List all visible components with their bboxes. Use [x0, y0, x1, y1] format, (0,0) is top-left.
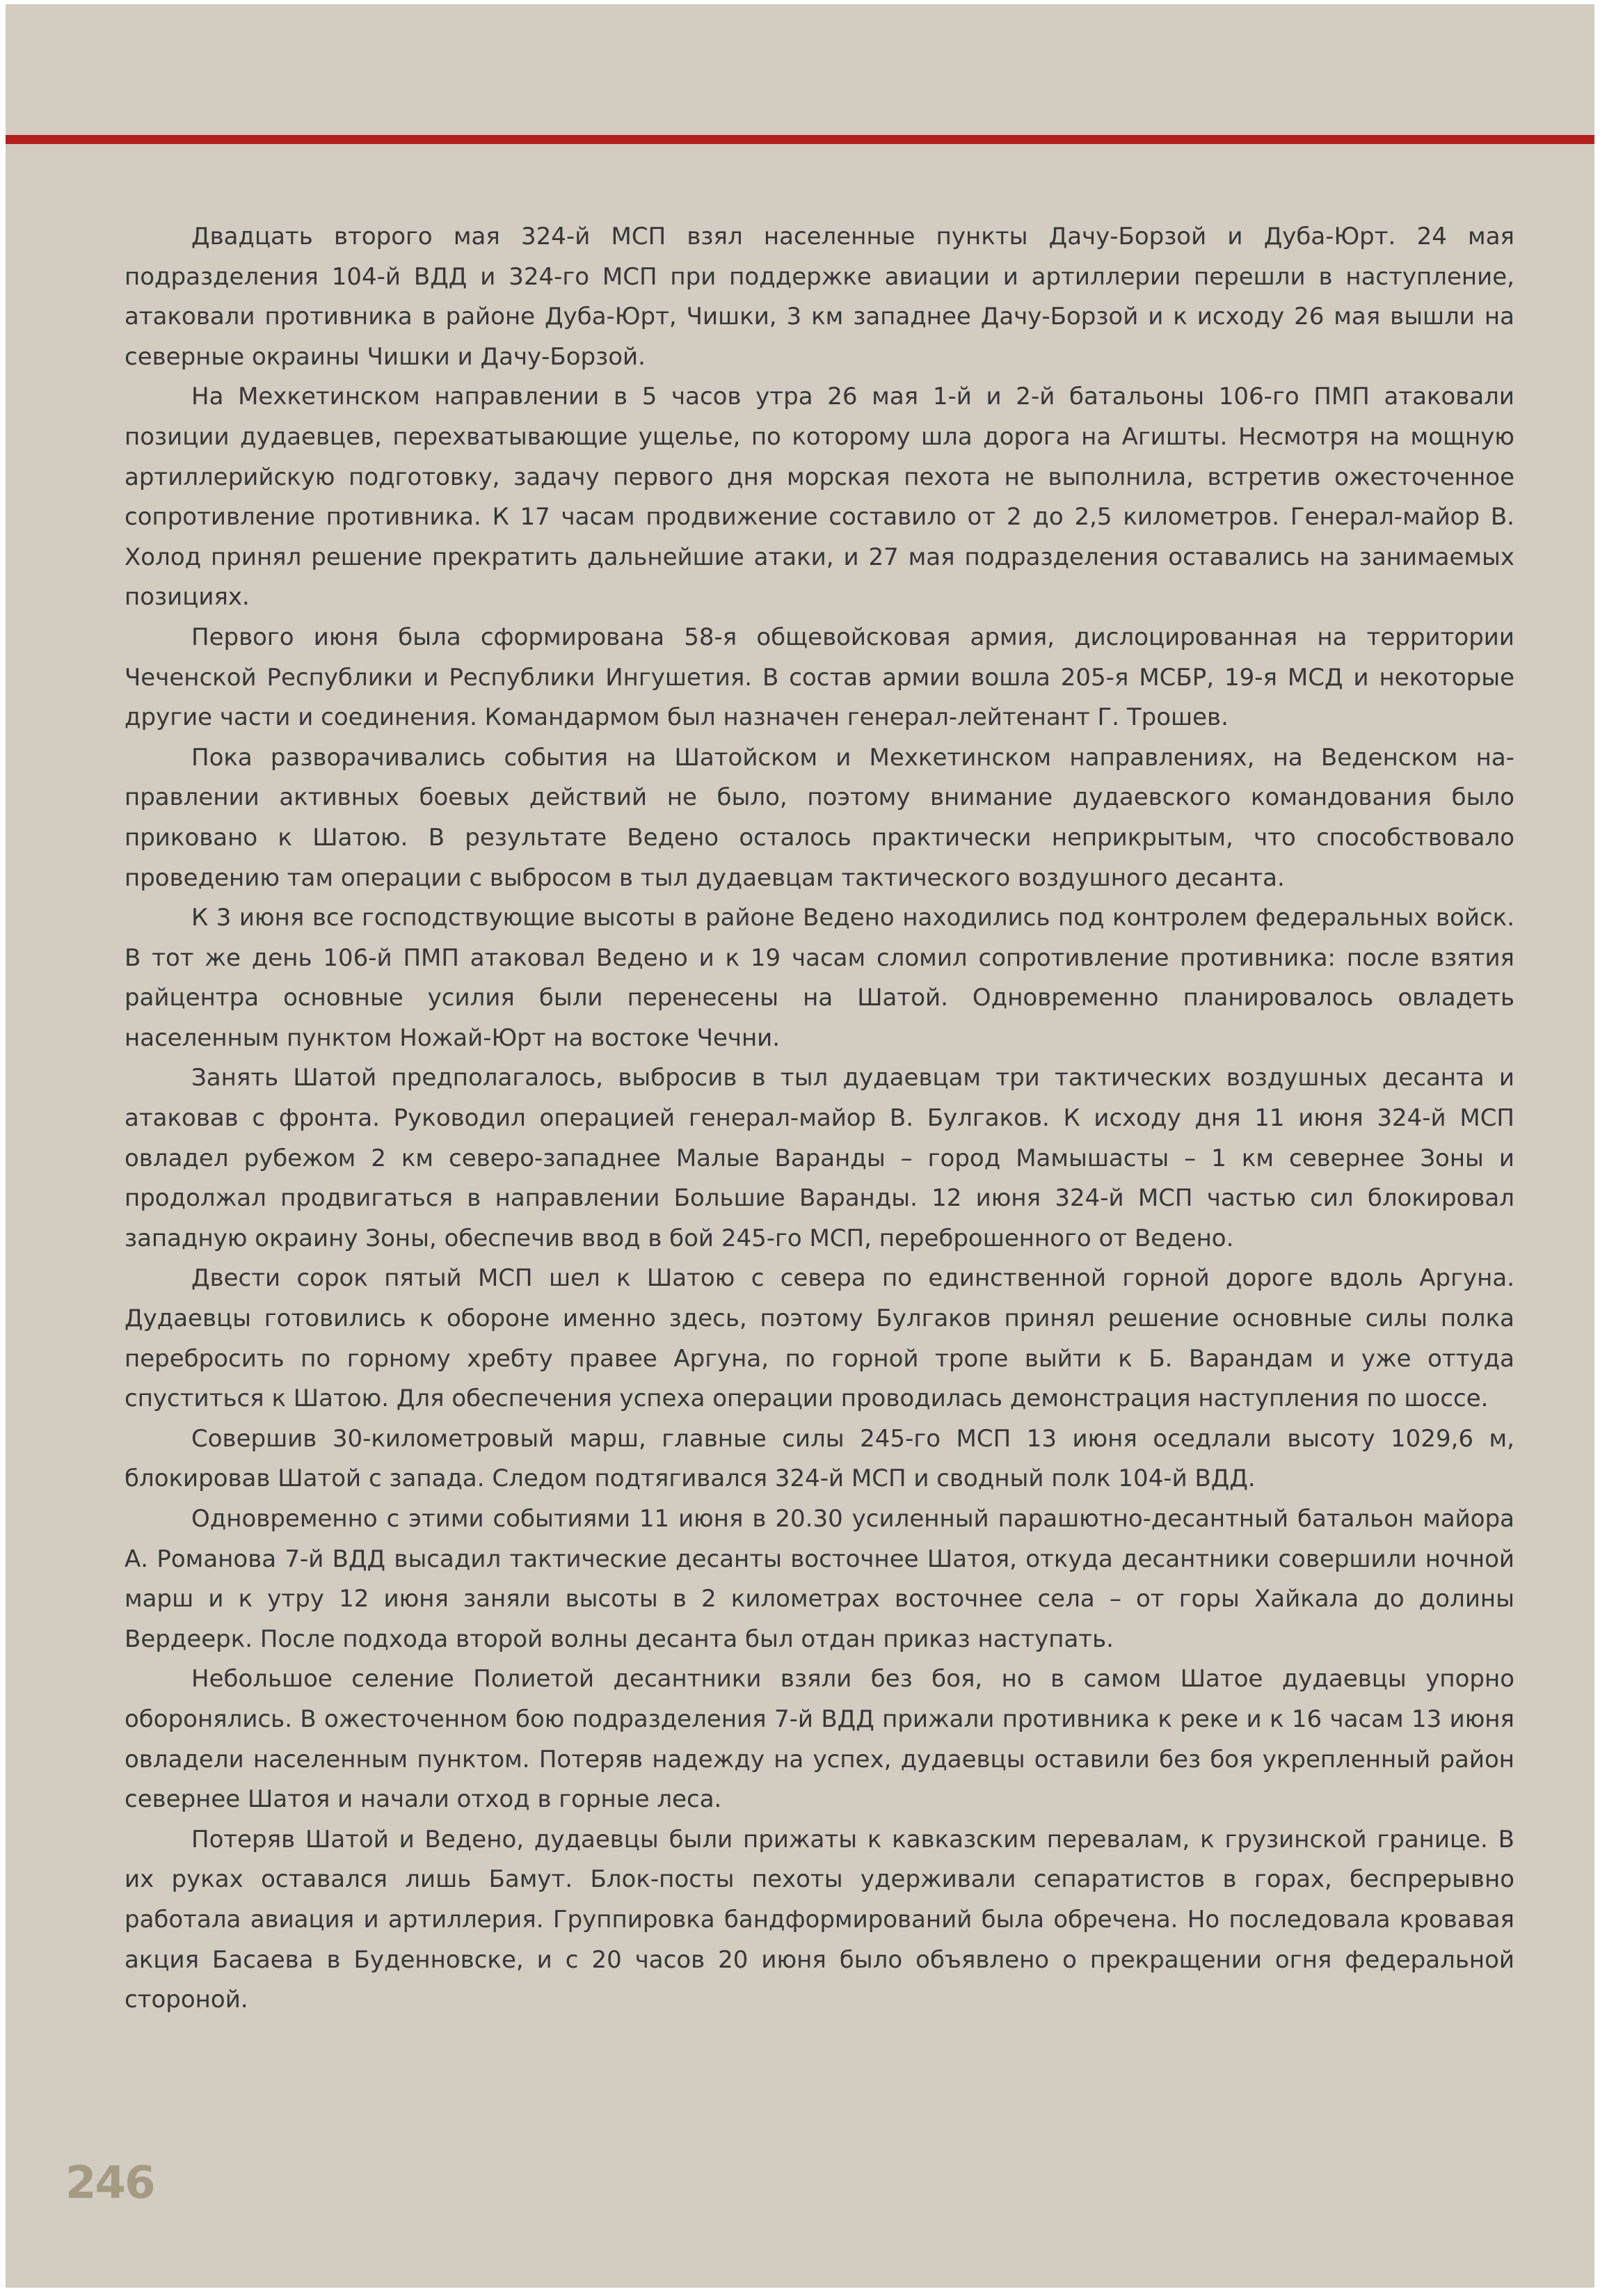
paragraph: На Мехкетинском направлении в 5 часов утра 26 мая 1-й и 2-й батальоны 106-го ПМП атаковали позиции дудаевцев, перехватывающие ущелье, по которому шла дорога на Агишты. Несмотря на мощную артиллерийскую подготовку, задачу первого дня морская пехота не выполнила, встретив ожесточенное сопротивление противника. К 17 часам продвижение составило от 2 до 2,5 километров. Генерал-майор В. Холод принял решение прекратить дальнейшие атаки, и 27 мая подразделения оставались на занимаемых позициях.	[125, 383, 1514, 612]
paragraph: Пока разворачивались события на Шатойском и Мехкетинском направлениях, на Веденском направлении активных боевых действий не было, поэтому внимание дудаевского командования было приковано к Шатою. В результате Ведено осталось практически неприкрытым, что способствовало проведению там операции с выбросом в тыл дудаевцам тактического воздушного десанта.	[125, 743, 1514, 892]
paragraph: Совершив 30-километровый марш, главные силы 245-го МСП 13 июня оседлали высоту 1029,6 м, блокировав Шатой с запада. Следом подтягивался 324-й МСП и сводный полк 104-й ВДД.	[125, 1424, 1514, 1493]
paragraph: Первого июня была сформирована 58-я общевойсковая армия, дислоцированная на территории Чеченской Республики и Республики Ингушетия. В состав армии вошла 205-я МСБР, 19-я МСД и некоторые другие части и соединения. Командармом был назначен генерал-лейтенант Г. Трошев.	[125, 623, 1514, 732]
book-page	[6, 4, 1594, 2288]
body-text	[125, 217, 1514, 2020]
paragraph: Двести сорок пятый МСП шел к Шатою с севера по единственной горной дороге вдоль Аргуна. Дудаевцы готовились к обороне именно здесь, поэтому Булгаков принял решение основные силы полка перебросить по горному хребту правее Аргуна, по горной тропе выйти к Б. Варандам и уже оттуда спуститься к Шатою. Для обеспечения успеха операции проводилась демонстрация наступления по шоссе.	[125, 1264, 1514, 1413]
paragraph: Небольшое селение Полиетой десантники взяли без боя, но в самом Шатое дудаевцы упорно оборонялись. В ожесточенном бою подразделения 7-й ВДД прижали противника к реке и к 16 часам 13 июня овладели населенным пунктом. Потеряв надежду на успех, дудаевцы оставили без боя укрепленный район севернее Шатоя и начали отход в горные леса.	[125, 1665, 1514, 1814]
paragraph: Потеряв Шатой и Ведено, дудаевцы были прижаты к кавказским перевалам, к грузинской границе. В их руках оставался лишь Бамут. Блок-посты пехоты удерживали сепаратистов в горах, беспрерывно работала авиация и артиллерия. Группировка бандформирований была обречена. Но последовала кровавая акция Басаева в Буденновске, и с 20 часов 20 июня было объявлено о прекращении огня федеральной стороной.	[125, 1825, 1514, 2014]
paragraph: Занять Шатой предполагалось, выбросив в тыл дудаевцам три тактических воздушных десанта и атаковав с фронта. Руководил операцией генерал-майор В. Булгаков. К исходу дня 11 июня 324-й МСП овладел рубежом 2 км северо-западнее Малые Варанды – город Мамышасты – 1 км севернее Зоны и продолжал продвигаться в направлении Большие Варанды. 12 июня 324-й МСП частью сил блокировал западную окраину Зоны, обеспечив ввод в бой 245-го МСП, переброшенного от Ведено.	[125, 1064, 1514, 1252]
header-rule	[6, 135, 1594, 144]
paragraph: Одновременно с этими событиями 11 июня в 20.30 усиленный парашютно-десантный батальон майора А. Романова 7-й ВДД высадил тактические десанты восточнее Шатоя, откуда десантники совершили ночной марш и к утру 12 июня заняли высоты в 2 километрах восточнее села – от горы Хайкала до долины Вердеерк. После подхода второй волны десанта был отдан приказ наступать.	[125, 1505, 1514, 1653]
paragraph: Двадцать второго мая 324-й МСП взял населенные пункты Дачу-Борзой и Дуба-Юрт. 24 мая подразделения 104-й ВДД и 324-го МСП при поддержке авиации и артиллерии перешли в наступление, атаковали противника в районе Дуба-Юрт, Чишки, 3 км западнее Дачу-Борзой и к исходу 26 мая вышли на северные окраины Чишки и Дачу-Борзой.	[125, 223, 1514, 371]
paragraph: К 3 июня все господствующие высоты в районе Ведено находились под контролем федеральных войск. В тот же день 106-й ПМП атаковал Ведено и к 19 часам сломил сопротивление противника: после взятия райцентра основные усилия были перенесены на Шатой. Одновременно планировалось овладеть населенным пунктом Ножай-Юрт на востоке Чечни.	[125, 904, 1514, 1052]
page-number: 246	[65, 2158, 154, 2209]
